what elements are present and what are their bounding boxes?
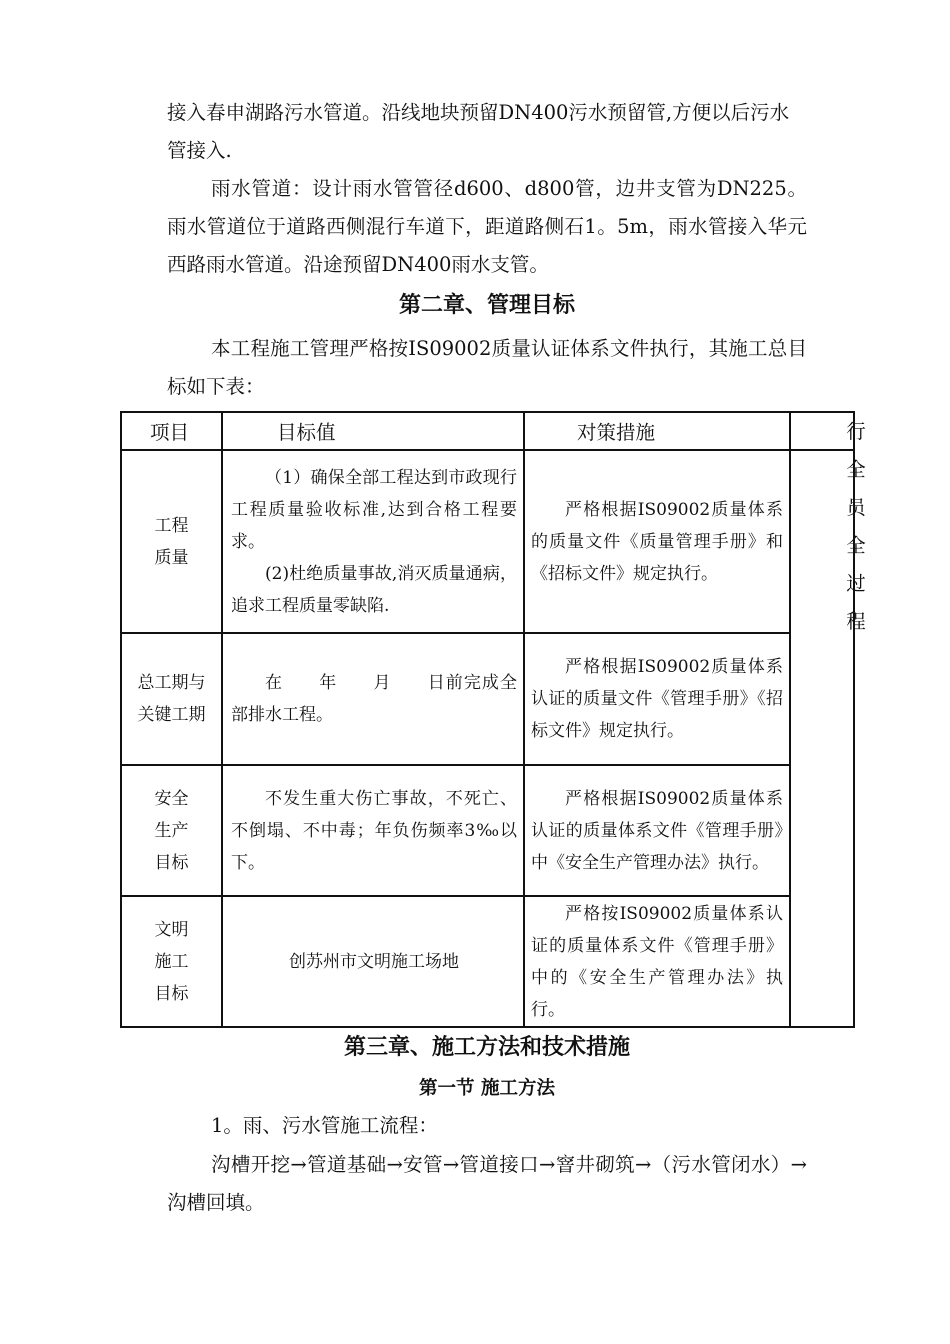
header-target: 目标值 (222, 412, 524, 450)
vertical-char: 全 (846, 458, 866, 481)
table-row (121, 450, 854, 633)
table-row (121, 896, 854, 1027)
row-measure: 严格根据IS09002质量体系认证的质量文件《管理手册》《招标文件》规定执行。 (524, 633, 790, 765)
table-row (121, 633, 854, 765)
row-target (222, 765, 524, 896)
row-item (121, 633, 222, 765)
row-measure: 严格根据IS09002质量体系的质量文件《质量管理手册》和《招标文件》规定执行。 (524, 450, 790, 633)
vertical-char: 行 (846, 420, 866, 443)
rain-pipe-paragraph: 雨水管道：设计雨水管管径d600、d800管，边井支管为DN225。雨水管道位于道路西侧混行车道下，距道路侧石1。5m，雨水管接入华元西路雨水管道。沿途预留DN400雨水支管。 (167, 177, 807, 276)
goals-table (120, 411, 855, 1028)
chapter3-title: 第三章、施工方法和技术措施 (343, 1035, 630, 1060)
intro-paragraph: 接入春申湖路污水管道。沿线地块预留DN400污水预留管,方便以后污水管接入. (167, 101, 790, 162)
row-item (121, 765, 222, 896)
row-item-line: 施工 (154, 951, 189, 972)
header-measure: 对策措施 (524, 412, 790, 450)
row-item-line: 总工期与 (137, 673, 206, 693)
row-item-line: 质量 (154, 547, 189, 568)
row-target (222, 896, 524, 1027)
table-row (121, 765, 854, 896)
row-item-line: 文明 (154, 919, 189, 940)
row-item (121, 896, 222, 1027)
target-line: (2)杜绝质量事故,消灭质量通病，追求工程质量零缺陷. (231, 563, 517, 616)
chapter2-title: 第二章、管理目标 (398, 293, 575, 318)
target-line: 在 年 月 日前完成全部排水工程。 (231, 673, 517, 725)
target-line: 不发生重大伤亡事故，不死亡、不倒塌、不中毒；年负伤频率3‰以下。 (231, 788, 517, 873)
vertical-char: 程 (846, 610, 866, 633)
step1-paragraph: 1。雨、污水管施工流程： (211, 1114, 438, 1137)
chapter2-paragraph: 本工程施工管理严格按IS09002质量认证体系文件执行，其施工总目标如下表： (167, 337, 807, 398)
row-target (222, 633, 524, 765)
flow-paragraph: 沟槽开挖→管道基础→安管→管道接口→窨井砌筑→（污水管闭水）→沟槽回填。 (167, 1153, 807, 1214)
row-item (121, 450, 222, 633)
section1-title: 第一节 施工方法 (419, 1078, 555, 1099)
target-line: 创苏州市文明施工场地 (289, 951, 459, 972)
row-item-line: 目标 (154, 983, 189, 1004)
row-measure: 严格按IS09002质量体系认证的质量体系文件《管理手册》中的《安全生产管理办法》执行。 (524, 896, 790, 1027)
row-item-line: 关键工期 (137, 705, 206, 725)
row-measure: 严格根据IS09002质量体系认证的质量体系文件《管理手册》中《安全生产管理办法》执行。 (524, 765, 790, 896)
row-item-line: 安全 (154, 788, 189, 809)
table-header-row (121, 412, 854, 450)
vertical-char: 全 (846, 534, 866, 557)
row-item-line: 工程 (154, 515, 189, 536)
header-item: 项目 (121, 412, 222, 450)
vertical-char: 过 (846, 572, 866, 595)
row-item-line: 目标 (154, 852, 189, 873)
target-line: （1）确保全部工程达到市政现行工程质量验收标准,达到合格工程要求。 (231, 467, 517, 552)
overflow-vertical-text (843, 413, 869, 641)
vertical-char: 员 (846, 496, 866, 519)
row-item-line: 生产 (154, 820, 189, 841)
row-target (222, 450, 524, 633)
